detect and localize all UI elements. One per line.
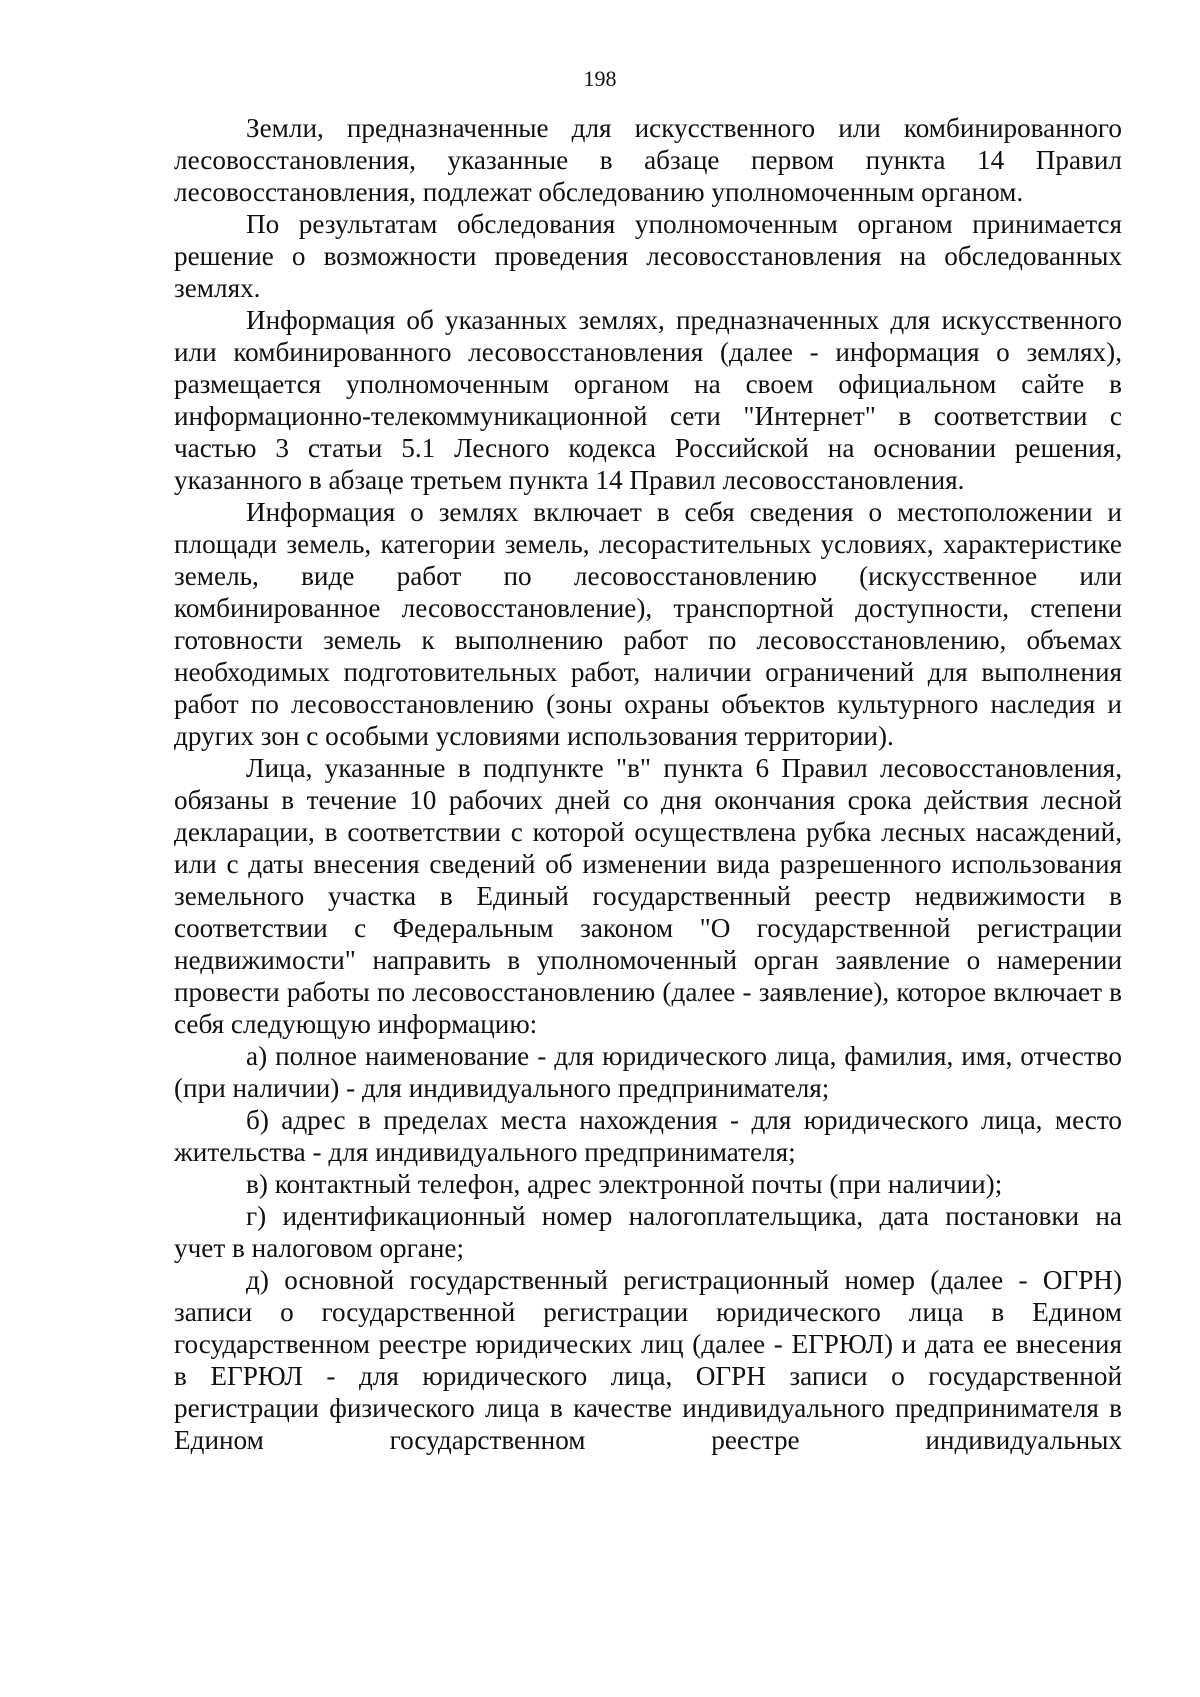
paragraph-lands-survey: Земли, предназначенные для искусственного или комбинированного лесовосстановления, указанные в абзаце первом пункта 14 Правил лесовосстановления, подлежат обследованию уполномоченным органом. xyxy=(174,113,1122,207)
paragraph-survey-decision: По результатам обследования уполномоченным органом принимается решение о возможности проведения лесовосстановления на обследованных землях. xyxy=(174,209,1122,303)
list-item-d-ogrn: д) основной государственный регистрационный номер (далее - ОГРН) записи о государственной регистрации юридического лица в Едином государственном реестре юридических лиц (далее - ЕГРЮЛ) и дата ее внесения в ЕГРЮЛ - для юридического лица, ОГРН записи о государственной регистрации физического лица в качестве индивидуального предпринимателя в Едином государственном реестре индивидуальных xyxy=(174,1265,1122,1455)
list-item-b-address: б) адрес в пределах места нахождения - для юридического лица, место жительства - для индивидуального предпринимателя; xyxy=(174,1105,1122,1167)
document-body xyxy=(174,112,1122,1456)
list-item-a-name: а) полное наименование - для юридического лица, фамилия, имя, отчество (при наличии) - для индивидуального предпринимателя; xyxy=(174,1041,1122,1103)
paragraph-lands-information-contents: Информация о землях включает в себя сведения о местоположении и площади земель, категории земель, лесорастительных условиях, характеристике земель, виде работ по лесовосстановлению (искусственное или комбинированное лесовосстановление), транспортной доступности, степени готовности земель к выполнению работ по лесовосстановлению, объемах необходимых подготовительных работ, наличии ограничений для выполнения работ по лесовосстановлению (зоны охраны объектов культурного наследия и других зон с особыми условиями использования территории). xyxy=(174,497,1122,751)
paragraph-application-obligation: Лица, указанные в подпункте "в" пункта 6 Правил лесовосстановления, обязаны в течение 10 рабочих дней со дня окончания срока действия лесной декларации, в соответствии с которой осуществлена рубка лесных насаждений, или с даты внесения сведений об изменении вида разрешенного использования земельного участка в Единый государственный реестр недвижимости в соответствии с Федеральным законом "О государственной регистрации недвижимости" направить в уполномоченный орган заявление о намерении провести работы по лесовосстановлению (далее - заявление), которое включает в себя следующую информацию: xyxy=(174,753,1122,1039)
list-item-v-contacts: в) контактный телефон, адрес электронной почты (при наличии); xyxy=(246,1169,1003,1199)
list-item-g-tax-number: г) идентификационный номер налогоплательщика, дата постановки на учет в налоговом органе; xyxy=(174,1201,1122,1263)
page-number: 198 xyxy=(583,66,617,91)
paragraph-lands-information-publication: Информация об указанных землях, предназначенных для искусственного или комбинированного лесовосстановления (далее - информация о землях), размещается уполномоченным органом на своем официальном сайте в информационно-телекоммуникационной сети "Интернет" в соответствии с частью 3 статьи 5.1 Лесного кодекса Российской на основании решения, указанного в абзаце третьем пункта 14 Правил лесовосстановления. xyxy=(174,305,1122,495)
